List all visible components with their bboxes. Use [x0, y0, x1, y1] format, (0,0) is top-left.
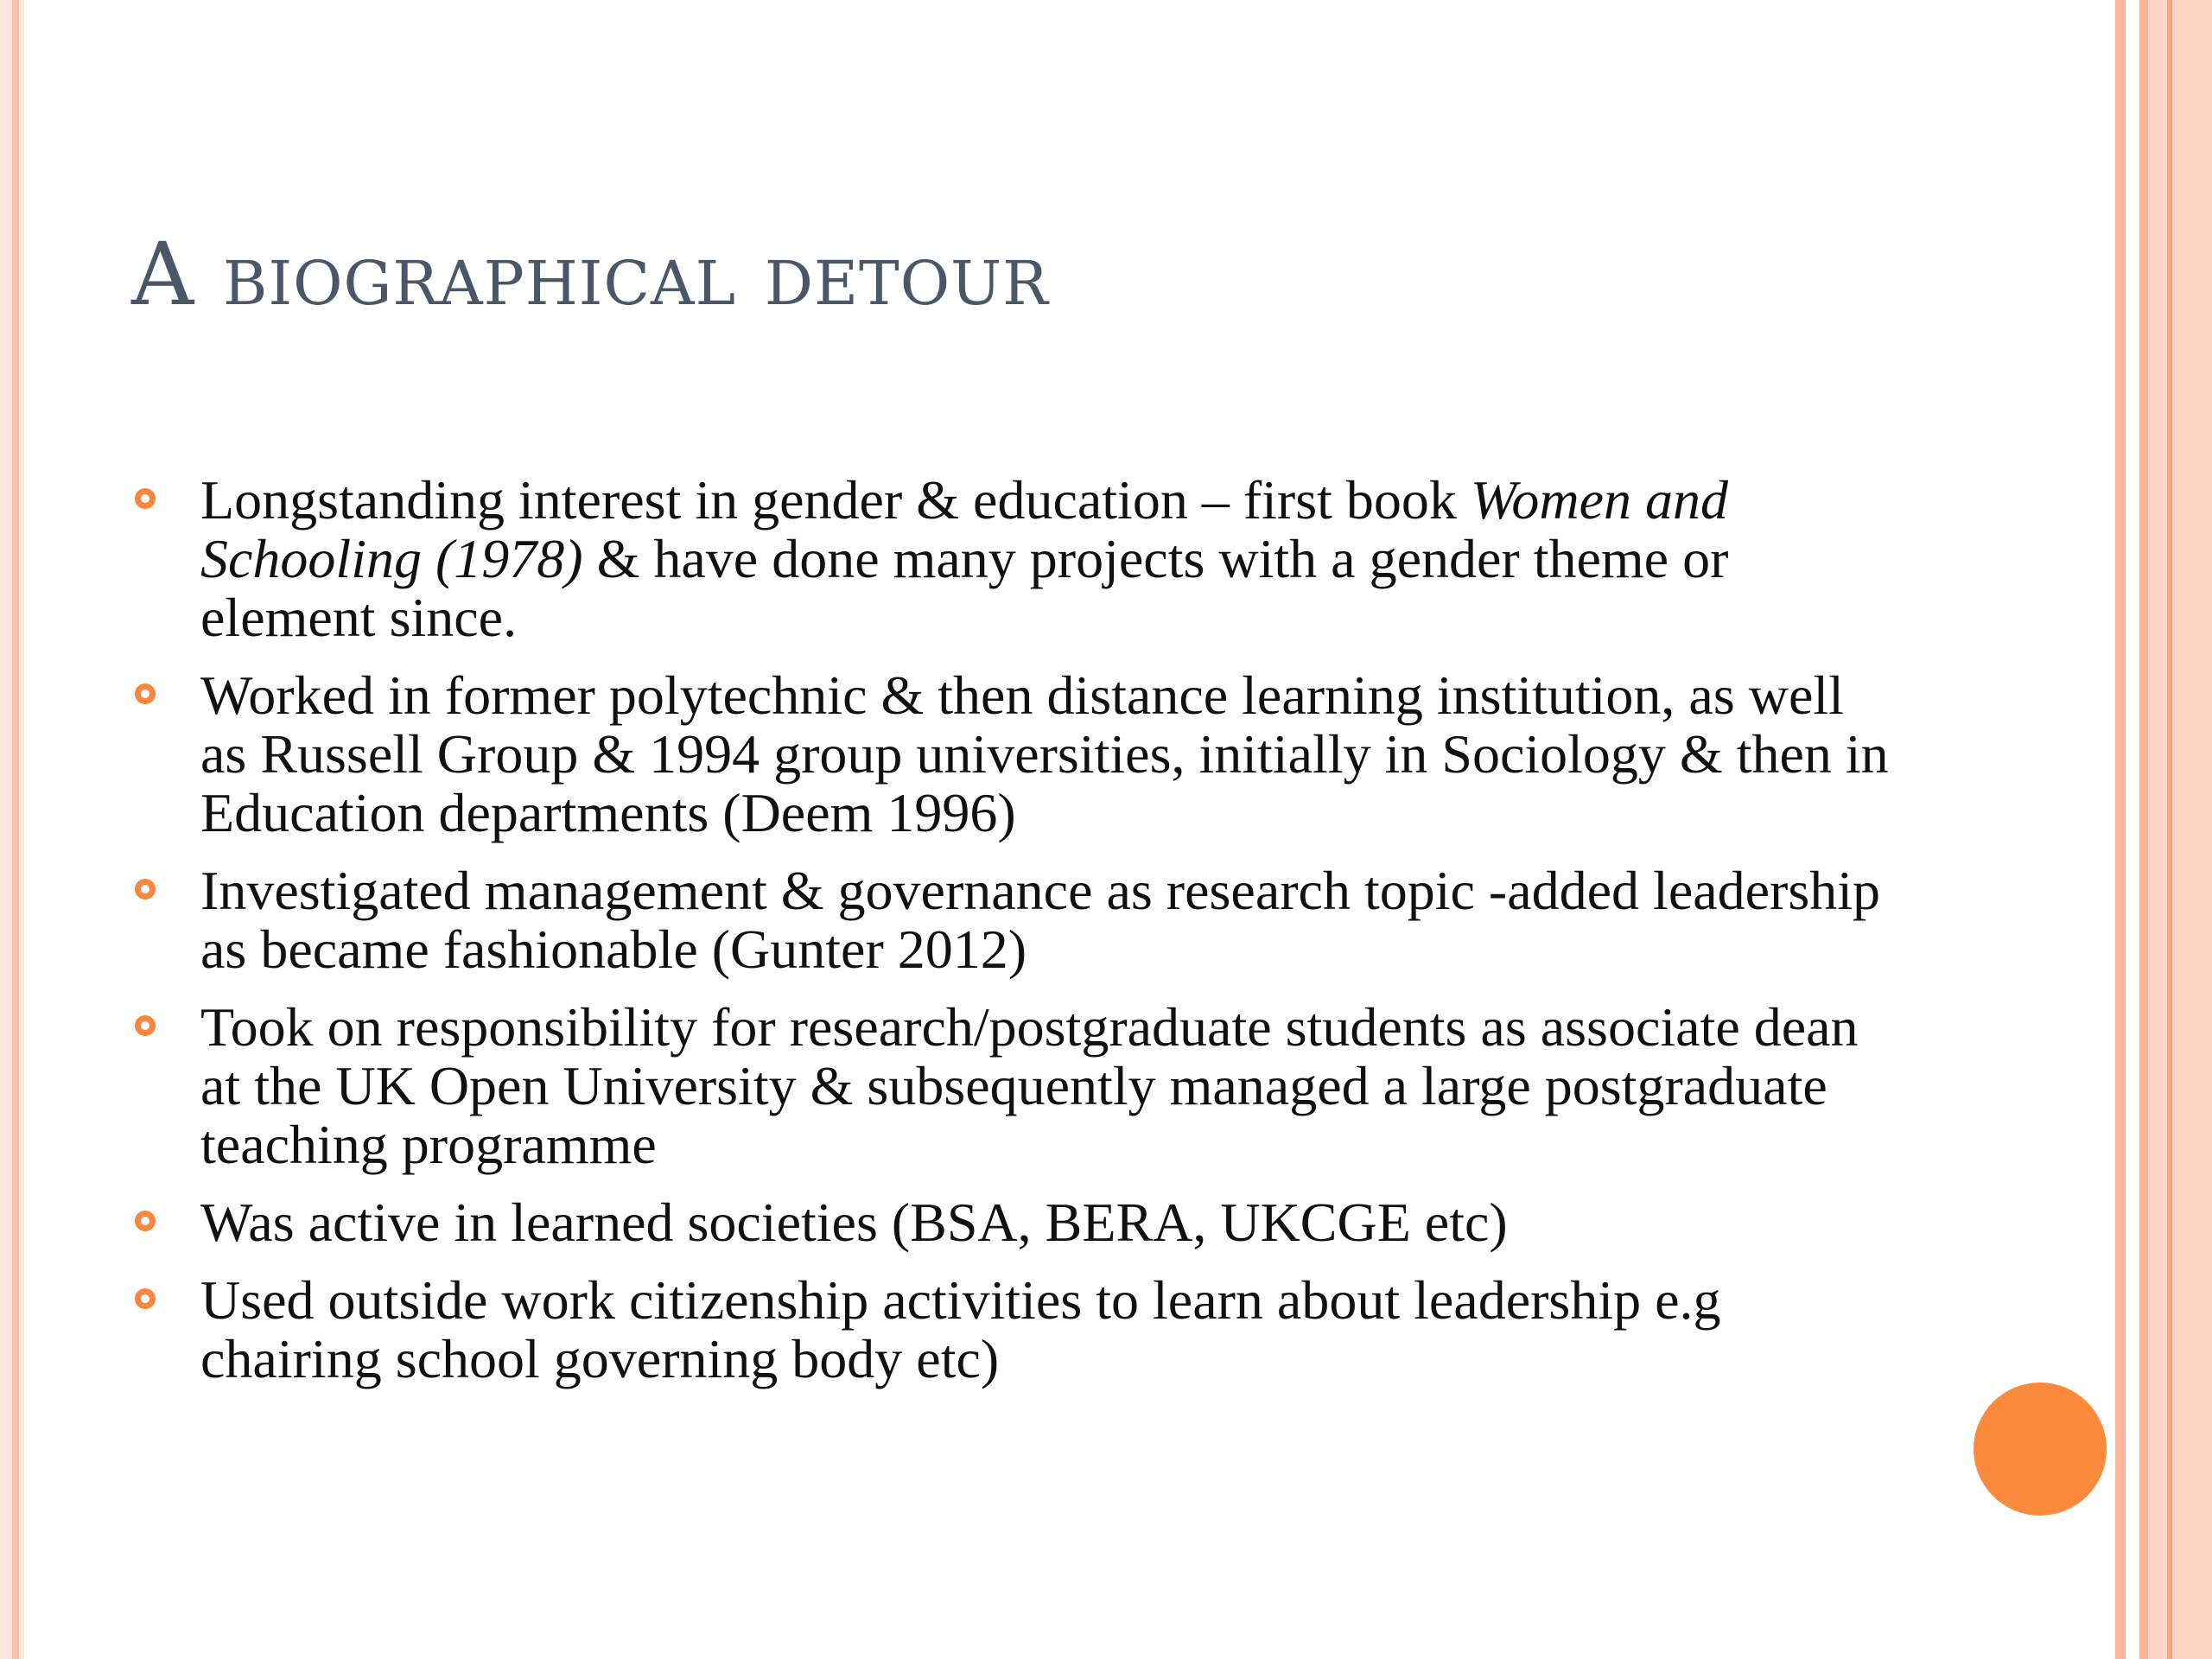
left-border-line	[12, 0, 19, 1659]
hollow-circle-bullet-icon	[135, 1288, 156, 1309]
bullet-item	[131, 998, 1894, 1174]
hollow-circle-bullet-icon	[135, 488, 156, 509]
bullet-item	[131, 1193, 1894, 1252]
hollow-circle-bullet-icon	[135, 1015, 156, 1036]
bullet-text: Used outside work citizenship activities to learn about leadership e.g chairing school governing body etc)	[200, 1269, 1721, 1389]
bullet-text: Worked in former polytechnic & then distance learning institution, as well as Russell Group & 1994 group universities, initially in Sociology & then in Education departments (Deem 1996)	[200, 664, 1889, 843]
bullet-text: Took on responsibility for research/postgraduate students as associate dean at the UK Open University & subsequently managed a large postgraduate teaching programme	[200, 996, 1859, 1175]
hollow-circle-bullet-icon	[135, 683, 156, 704]
bullet-list	[131, 471, 1894, 1408]
hollow-circle-bullet-icon	[135, 1211, 156, 1231]
right-border-gap	[2126, 0, 2139, 1659]
right-border-line	[2139, 0, 2148, 1659]
bullet-item	[131, 1271, 1894, 1389]
bullet-text: & have done many projects with a gender theme or element since.	[200, 528, 1729, 648]
book-title: Women and Schooling (1978)	[200, 469, 1728, 589]
right-border-line	[2167, 0, 2172, 1659]
hollow-circle-bullet-icon	[135, 879, 156, 899]
orange-circle-icon	[1974, 1382, 2107, 1516]
bullet-text: Was active in learned societies (BSA, BERA, UKCGE etc)	[200, 1192, 1508, 1253]
bullet-item	[131, 666, 1894, 842]
bullet-item	[131, 471, 1894, 647]
bullet-text: Investigated management & governance as research topic -added leadership as became fashionable (Gunter 2012)	[200, 860, 1881, 980]
bullet-item	[131, 861, 1894, 979]
slide-title: A biographical detour	[131, 224, 1049, 325]
bullet-text: Longstanding interest in gender & education – first book	[200, 469, 1471, 531]
right-border-line	[2115, 0, 2126, 1659]
